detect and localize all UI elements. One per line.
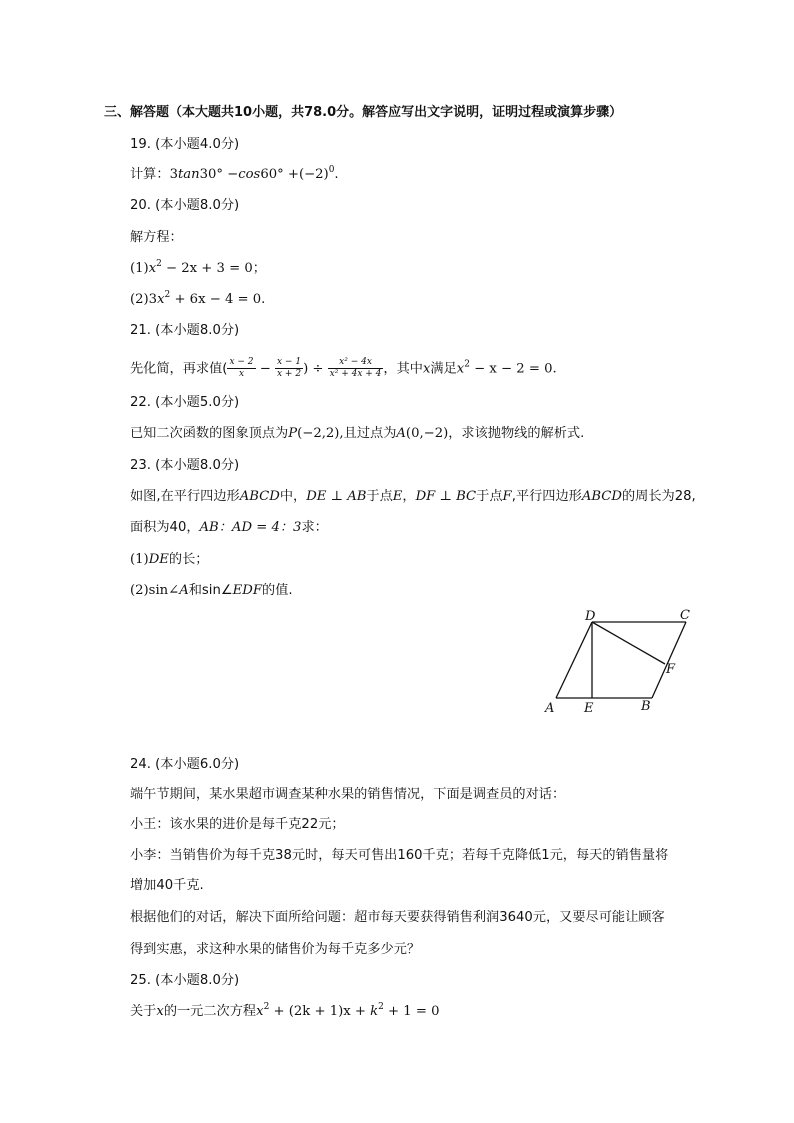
section-title-text: 三、解答题（本大题共10小题，共78.0分。解答应写出文字说明，证明过程或演算步骤） <box>104 105 623 120</box>
problem-23-line1: 如图,在平行四边形ABCD中，DE ⊥ AB于点E，DF ⊥ BC于点F,平行四边形ABCD的周长为28, <box>130 489 696 504</box>
problem-19-header: 19. (本小题4.0分) <box>130 137 240 152</box>
fraction-1: $\frac{x - 2}{x}$ <box>229 357 254 379</box>
label-b: B <box>641 699 651 714</box>
problem-20-eq1: $(1)x^2 - 2x + 3 = 0$； <box>130 259 266 276</box>
problem-23-q2: (2)sin∠A和sin∠EDF的值. <box>130 583 293 598</box>
label-a: A <box>545 701 555 716</box>
problem-20-eq2: $(2)3x^2 + 6x - 4 = 0$. <box>130 290 266 307</box>
problem-24-line3: 小李：当销售价为每千克38元时，每天可售出160千克；若每千克降低1元，每天的销售量将 <box>130 848 669 863</box>
problem-20-header: 20. (本小题8.0分) <box>130 198 240 213</box>
segment-df <box>592 622 665 664</box>
problem-24-line6: 得到实惠，求这种水果的储售价为每千克多少元？ <box>130 942 421 957</box>
problem-24-line4: 增加40千克. <box>130 878 204 893</box>
problem-23-q1: (1)DE的长； <box>130 552 209 567</box>
parallelogram-figure <box>540 604 700 718</box>
problem-23-header: 23. (本小题8.0分) <box>130 458 240 473</box>
fraction-2: $\frac{x - 1}{x + 2}$ <box>276 357 302 379</box>
problem-24-header: 24. (本小题6.0分) <box>130 757 240 772</box>
problem-23-line2: 面积为40，AB：AD = 4：3求： <box>130 520 328 535</box>
problem-20-intro: 解方程： <box>130 230 183 245</box>
problem-24-line1: 端午节期间，某水果超市调查某种水果的销售情况，下面是调查员的对话： <box>130 787 566 802</box>
problem-22-body: 已知二次函数的图象顶点为P(−2,2),且过点为A(0,−2)，求该抛物线的解析式. <box>130 426 585 441</box>
label-c: C <box>680 608 690 623</box>
label-e: E <box>584 701 594 716</box>
problem-24-line5: 根据他们的对话，解决下面所给问题：超市每天要获得销售利润3640元，又要尽可能让顾客 <box>130 910 665 925</box>
problem-21-header: 21. (本小题8.0分) <box>130 323 240 338</box>
label-f: F <box>666 662 676 677</box>
problem-19-body: 计算：$3\tan 30^\circ -\cos 60^\circ +(-2)^0$. <box>130 165 339 182</box>
fraction-3: $\frac{\text{x² − 4x}}{\text{x² + 4x + 4}}$ <box>329 357 382 379</box>
problem-25-body: 关于x的一元二次方程$x^2 + (2k + 1)x + k^2 + 1 = 0$ <box>130 1002 440 1019</box>
problem-24-line2: 小王：该水果的进价是每千克22元； <box>130 817 345 832</box>
problem-22-header: 22. (本小题5.0分) <box>130 395 240 410</box>
problem-25-header: 25. (本小题8.0分) <box>130 973 240 988</box>
section-title <box>104 104 622 122</box>
label-d: D <box>585 609 596 624</box>
side-da <box>556 622 592 698</box>
problem-21-body: 先化简，再求值( $\frac{x - 2}{x}$ − $\frac{x - 1}{x + 2}$ ) ÷ $\frac{\text{x² − 4x}}{\text{x² + 4x + 4}}$ ，其中x满足$x^2 - x - 2 = 0$. <box>130 357 557 379</box>
